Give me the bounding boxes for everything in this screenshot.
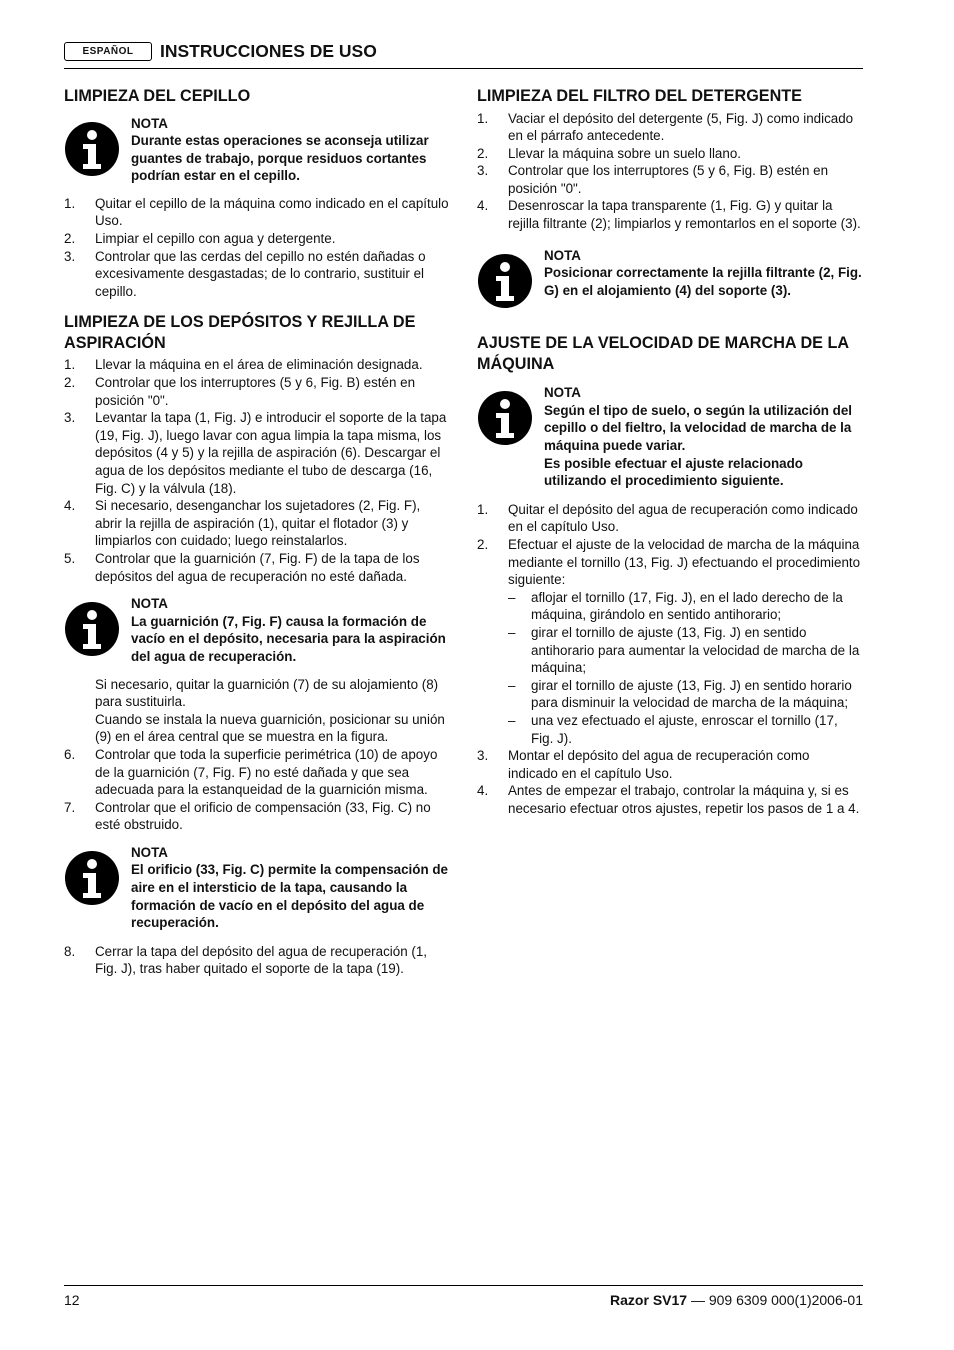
note-text: Es posible efectuar el ajuste relacionado utilizando el procedimiento siguiente.	[544, 455, 803, 489]
item-text: Quitar el depósito del agua de recuperación como indicado en el capítulo Uso.	[508, 501, 858, 535]
list-item	[64, 248, 450, 301]
list-item	[477, 782, 863, 817]
item-text: Vaciar el depósito del detergente (5, Fig. J) como indicado en el párrafo antecedente.	[508, 110, 854, 144]
item-text: Desenroscar la tapa transparente (1, Fig. G) y quitar la rejilla filtrante (2); limpiarlos y remontarlos en el soporte (3).	[508, 198, 861, 232]
item-number: 1.	[477, 110, 489, 126]
list-item	[64, 943, 450, 978]
note-text: El orificio (33, Fig. C) permite la compensación de aire en el intersticio de la tapa, causando la formación de vacío en el depósito del agua de recuperación.	[131, 862, 448, 931]
sub-list	[508, 589, 863, 747]
item-number: 2.	[64, 375, 76, 391]
note-label: NOTA	[131, 115, 168, 131]
section-title-limpieza-cepillo: LIMPIEZA DEL CEPILLO	[64, 87, 251, 105]
info-icon	[477, 247, 544, 314]
item-text: Llevar la máquina en el área de eliminación designada.	[95, 357, 423, 373]
note-label: NOTA	[544, 385, 581, 401]
section-title-limpieza-depositos: LIMPIEZA DE LOS DEPÓSITOS Y REJILLA DE ASPIRACIÓN	[64, 313, 416, 352]
steps-list	[64, 943, 450, 978]
item-number: 2.	[64, 231, 76, 247]
sub-item	[508, 677, 863, 712]
note-label: NOTA	[131, 844, 168, 860]
list-item	[477, 145, 863, 163]
item-number: 4.	[477, 783, 489, 799]
steps-list	[64, 195, 450, 301]
list-item	[477, 747, 863, 782]
sub-item	[508, 624, 863, 677]
dash: –	[508, 624, 516, 640]
document-code: — 909 6309 000(1)2006-01	[687, 1292, 863, 1308]
sub-item	[508, 589, 863, 624]
left-column	[64, 84, 450, 978]
item-number: 1.	[64, 195, 76, 211]
paragraph: Si necesario, quitar la guarnición (7) de su alojamiento (8) para sustituirla.	[95, 676, 439, 710]
info-icon	[64, 844, 131, 911]
item-text: Levantar la tapa (1, Fig. J) e introducir el soporte de la tapa (19, Fig. J), luego lavar con agua limpia la tapa misma, los depósitos (4 y 5) y la rejilla de aspiración (6). Descargar el agua de los depósitos mediante el tubo de descarga (16, Fig. C) y la válvula (18).	[95, 410, 447, 496]
item-number: 2.	[477, 145, 489, 161]
item-text: Quitar el cepillo de la máquina como indicado en el capítulo Uso.	[95, 195, 449, 229]
item-text: Si necesario, desenganchar los sujetadores (2, Fig. F), abrir la rejilla de aspiración (1), quitar el flotador (3) y limpiarlos con cuidado; luego reinstalarlos.	[95, 498, 421, 549]
section-title-limpieza-filtro: LIMPIEZA DEL FILTRO DEL DETERGENTE	[477, 87, 802, 105]
sub-item-text: girar el tornillo de ajuste (13, Fig. J) en sentido horario para disminuir la velocidad de marcha de la máquina;	[531, 677, 852, 711]
note-box	[64, 115, 450, 185]
item-text: Llevar la máquina sobre un suelo llano.	[508, 145, 741, 161]
section-title-ajuste-velocidad: AJUSTE DE LA VELOCIDAD DE MARCHA DE LA MÁQUINA	[477, 334, 849, 373]
note-text: Según el tipo de suelo, o según la utilización del cepillo o del fieltro, la velocidad de marcha de la máquina puede variar.	[544, 402, 853, 454]
list-item	[477, 162, 863, 197]
header-title: INSTRUCCIONES DE USO	[160, 41, 377, 61]
dash: –	[508, 712, 516, 728]
item-number: 5.	[64, 550, 76, 566]
item-text: Controlar que el orificio de compensación (33, Fig. C) no esté obstruido.	[95, 799, 431, 833]
list-item	[64, 409, 450, 497]
steps-list	[477, 110, 863, 233]
info-icon	[64, 115, 131, 182]
page-number: 12	[64, 1292, 80, 1308]
list-item	[477, 501, 863, 536]
note-box	[64, 595, 450, 665]
note-text: Posicionar correctamente la rejilla filtrante (2, Fig. G) en el alojamiento (4) del soporte (3).	[544, 265, 862, 298]
note-box	[477, 384, 863, 490]
item-number: 8.	[64, 943, 76, 959]
item-number: 4.	[477, 198, 489, 214]
document-reference	[610, 1292, 863, 1310]
list-item	[477, 110, 863, 145]
right-column	[477, 84, 863, 818]
steps-list	[64, 356, 450, 585]
item-number: 3.	[477, 163, 489, 179]
note-box	[64, 844, 450, 932]
item-number: 3.	[477, 748, 489, 764]
sub-item	[508, 712, 863, 747]
item-text: Controlar que toda la superficie perimétrica (10) de apoyo de la guarnición (7, Fig. F) no esté dañada y que sea adecuada para la estanqueidad de la guarnición misma.	[95, 746, 438, 798]
item-number: 2.	[477, 537, 489, 552]
item-text: Controlar que las cerdas del cepillo no estén dañadas o excesivamente desgastadas; de lo contrario, sustituir el cepillo.	[95, 248, 426, 299]
item-number: 6.	[64, 746, 76, 762]
sub-item-text: aflojar el tornillo (17, Fig. J), en el lado derecho de la máquina, girándolo en sentido antihorario;	[531, 589, 843, 623]
note-text: Durante estas operaciones se aconseja utilizar guantes de trabajo, porque residuos cortantes podrían estar en el cepillo.	[131, 133, 429, 184]
list-item	[477, 197, 863, 232]
item-number: 1.	[477, 501, 489, 517]
paragraph: Cuando se instala la nueva guarnición, posicionar su unión (9) en el área central que se muestra en la figura.	[95, 711, 445, 745]
list-item	[64, 550, 450, 585]
language-badge: ESPAÑOL	[64, 42, 152, 61]
item-number: 1.	[64, 357, 76, 373]
page-header	[64, 38, 863, 69]
note-label: NOTA	[131, 596, 168, 612]
dash: –	[508, 589, 516, 605]
list-item	[477, 536, 863, 747]
item-text: Controlar que los interruptores (5 y 6, Fig. B) estén en posición "0".	[508, 163, 829, 196]
item-number: 7.	[64, 799, 76, 815]
item-text: Controlar que la guarnición (7, Fig. F) de la tapa de los depósitos del agua de recuperación no esté dañada.	[95, 550, 420, 584]
item-text: Controlar que los interruptores (5 y 6, Fig. B) estén en posición "0".	[95, 375, 416, 408]
list-item	[64, 356, 450, 374]
item-text: Montar el depósito del agua de recuperación como indicado en el capítulo Uso.	[508, 748, 810, 781]
list-item	[64, 746, 450, 799]
steps-list	[64, 746, 450, 834]
item-text: Efectuar el ajuste de la velocidad de marcha de la máquina mediante el tornillo (13, Fig. J) efectuando el procedimiento siguiente:	[508, 537, 861, 588]
note-box	[477, 247, 863, 314]
note-label: NOTA	[544, 247, 581, 263]
sub-item-text: una vez efectuado el ajuste, enroscar el tornillo (17, Fig. J).	[531, 712, 838, 746]
list-item	[64, 374, 450, 409]
item-text: Antes de empezar el trabajo, controlar la máquina y, si es necesario efectuar otros ajustes, repetir los pasos de 1 a 4.	[508, 783, 860, 816]
item-number: 4.	[64, 498, 76, 514]
info-icon	[477, 384, 544, 451]
sub-item-text: girar el tornillo de ajuste (13, Fig. J) en sentido antihorario para aumentar la velocidad de marcha de la máquina;	[531, 624, 860, 676]
dash: –	[508, 677, 516, 693]
info-icon	[64, 595, 131, 662]
steps-list	[477, 501, 863, 818]
item-text: Cerrar la tapa del depósito del agua de recuperación (1, Fig. J), tras haber quitado el soporte de la tapa (19).	[95, 943, 428, 977]
list-item	[64, 195, 450, 230]
list-item	[64, 799, 450, 834]
note-text: La guarnición (7, Fig. F) causa la formación de vacío en el depósito, necesaria para la aspiración del agua de recuperación.	[131, 613, 446, 664]
item-number: 3.	[64, 410, 76, 426]
item-text: Limpiar el cepillo con agua y detergente.	[95, 231, 336, 247]
page-footer	[64, 1285, 863, 1308]
model-name: Razor SV17	[610, 1292, 688, 1308]
list-item	[64, 230, 450, 248]
item-number: 3.	[64, 248, 76, 264]
list-item	[64, 497, 450, 550]
